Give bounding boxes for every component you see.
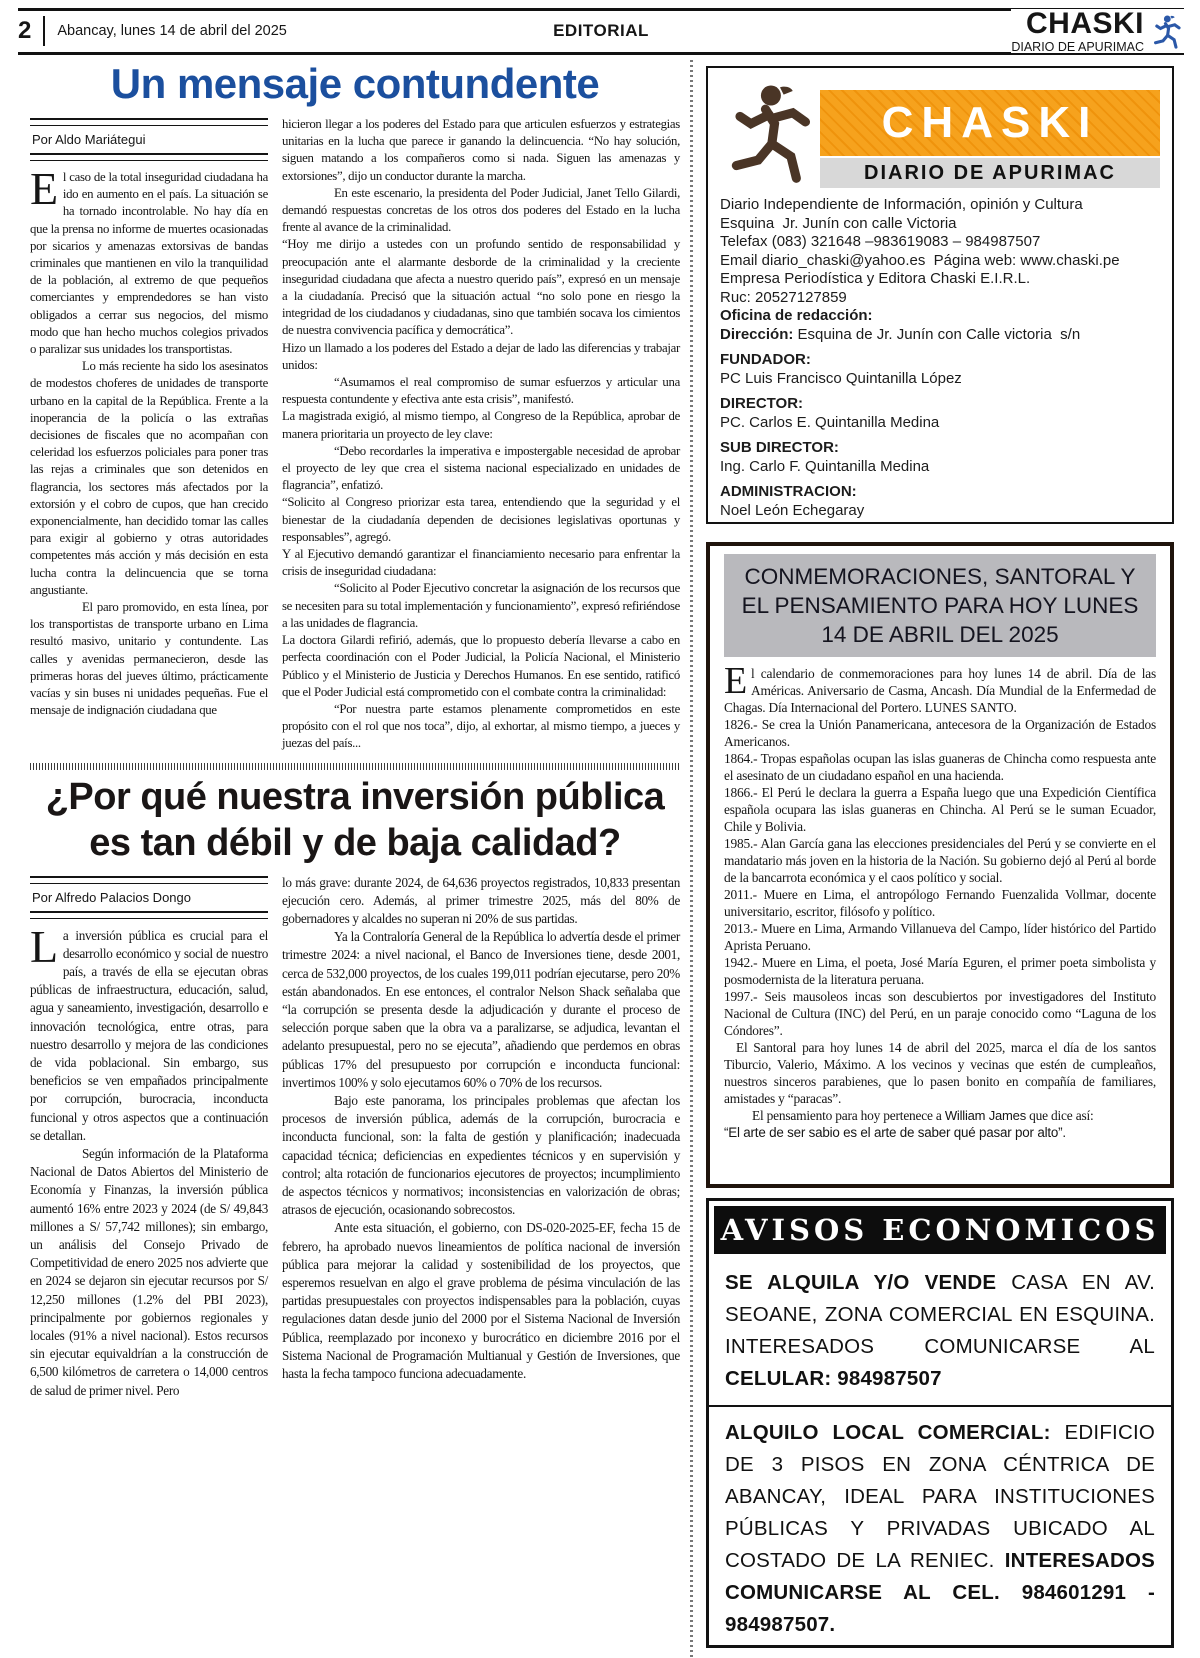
masthead-line: Email diario_chaski@yahoo.es Página web: www.chaski.pe: [720, 251, 1120, 269]
dropcap: E: [724, 660, 748, 702]
pensamiento-quote: “El arte de ser sabio es el arte de saber qué pasar por alto”.: [724, 1125, 1066, 1140]
paragraph: La magistrada exigió, al mismo tiempo, al Congreso de la República, aprobar de manera prioritaria un proyecto de ley clave:: [282, 409, 680, 441]
paragraph: “Por nuestra parte estamos plenamente comprometidos en este propósito con el rol que nos toca”, dijo, al exhortar, al mismo tiempo, a jueces y juezas del país...: [282, 701, 680, 751]
sidebar: [706, 66, 1174, 1658]
top-rule: [18, 8, 1184, 11]
masthead-info: [720, 196, 1160, 520]
classified-ad-1: SE ALQUILA Y/O VENDE CASA EN AV. SEOANE, ZONA COMERCIAL EN ESQUINA. INTERESADOS COMUNICARSE AL CELULAR: 984987507: [725, 1271, 1155, 1390]
article2-col1: [30, 874, 268, 1400]
article1-columns: [30, 116, 680, 753]
byline-rule: [30, 911, 268, 919]
byline-rule: [30, 118, 268, 126]
conmemoraciones-item: 1985.- Alan García gana las elecciones presidenciales del Perú y se convierte en el mandatario más joven en la historia de la Nación. Su gobierno dejó al Perú al borde de la bancarrota económica y el caos político y social.: [724, 836, 1156, 885]
dropcap: L: [30, 920, 58, 972]
conmemoraciones-item: 2013.- Muere en Lima, Armando Villanueva del Campo, líder histórico del Partido Aprista Peruano.: [724, 921, 1156, 953]
conmemoraciones-box: [706, 542, 1174, 1188]
paragraph: Lo más reciente ha sido los asesinatos de modestos choferes de unidades de transporte urbano en la capital de la República. Frente a la inoperancia de la policía o las extrañas decisiones de fiscales que no acompañan con celeridad los esfuerzos policiales para poner tras las rejas a criminales que son detenidos en flagrancia, los sectores más afectados por la extorsión y el cobro de cupos, que han crecido exponencialmente, han decidido tomar las calles para exigir al gobierno y otras autoridades competentes más acción y más decisión en esta lucha contra la delincuencia que se torna angustiante.: [30, 359, 268, 597]
article2-columns: [30, 874, 680, 1400]
chaski-logo: [720, 76, 1160, 188]
brand-text: [1011, 6, 1144, 54]
article-mensaje-contundente: [30, 60, 680, 753]
paragraph: Bajo este panorama, los principales problemas que afectan los procesos de inversión pública, además de la corrupción, burocracia e inconducta funcional, son: la falta de gestión y planificación; inadecuada capacidad técnica; deficiencias en expedientes técnicos y en supervisión y control; alta rotación de funcionarios ejecutores de proyectos; incumplimiento de aspectos técnicos y normativos; inconsistencias en valorización de obras; atrasos de ejecución, ocasionando sobrecostos.: [282, 1092, 680, 1218]
page-date: Abancay, lunes 14 de abril del 2025: [57, 23, 287, 39]
paragraph: “Hoy me dirijo a ustedes con un profundo sentido de responsabilidad y preocupación ante el alarmante desborde de la criminalidad y la creciente inseguridad ciudadana que afecta a nuestro querido país”, expresó en un mensaje a la ciudadanía. Precisó que la situación actual “no solo pone en riesgo la integridad de los ciudadanos y ciudadanas, sino que también socava los cimientos de nuestra convivencia pacífica y democrática”.: [282, 237, 680, 338]
dropcap: E: [30, 163, 58, 214]
chaski-logo-text: CHASKI: [820, 90, 1160, 156]
article1-title: Un mensaje contundente: [110, 60, 600, 107]
paragraph: La doctora Gilardi refirió, además, que lo propuesto debería llevarse a cabo en perfecta coordinación con el Poder Judicial, la Policía Nacional, el Ministerio Público y el Ministerio de Justicia y Derechos Humanos. En ese sentido, ratificó que el Poder Judicial está comprometido con el combate contra la criminalidad:: [282, 633, 680, 699]
section-title: EDITORIAL: [553, 21, 649, 40]
chaski-logo-text-block: [820, 76, 1160, 188]
masthead-line: Diario Independiente de Información, opinión y Cultura: [720, 196, 1083, 213]
ad-divider: [709, 1405, 1171, 1407]
article-inversion-publica: [30, 774, 680, 1400]
paragraph: lo más grave: durante 2024, de 64,636 proyectos registrados, 10,833 presentan ejecución cero. Además, al primer trimestre 2025, más del 80% de gobernadores y alcaldes no superan ni 20% de sus partidas.: [282, 874, 680, 926]
chaski-masthead-box: [706, 66, 1174, 524]
masthead-line: Ruc: 20527127859: [720, 288, 847, 306]
masthead-role: ADMINISTRACION: Noel León Echegaray: [720, 483, 865, 519]
article2-col2: [282, 874, 680, 1400]
column-dotted-divider: [690, 60, 693, 1658]
masthead-line: Esquina Jr. Junín con calle Victoria: [720, 214, 957, 232]
chaski-logo-subtitle: DIARIO DE APURIMAC: [820, 158, 1160, 188]
runner-icon: [1150, 11, 1184, 51]
conmemoraciones-item: 1997.- Seis mausoleos incas son descubiertos por investigadores del Instituto Nacional de Cultura (INC) del Perú, en un paraje conocido como “Laguna de los Cóndores”.: [724, 989, 1156, 1038]
conmemoraciones-item: 1864.- Tropas españolas ocupan las islas guaneras de Chincha como respuesta ante el asesinato de un ciudadano español en una hacienda.: [724, 751, 1156, 783]
brand-subtitle: DIARIO DE APURIMAC: [1011, 39, 1144, 54]
paragraph: hicieron llegar a los poderes del Estado para que articulen esfuerzos y estrategias unitarias en la lucha que parece ir ganando la delincuencia. “No hay solución, siguen matando a los compañeros como si nada. Siguen las amenazas y extorsiones”, dijo un conductor durante la marcha.: [282, 117, 680, 183]
byline-rule: [30, 876, 268, 884]
masthead-role: FUNDADOR: PC Luis Francisco Quintanilla López: [720, 351, 962, 387]
article1-col1: [30, 116, 268, 753]
paragraph: El caso de la total inseguridad ciudadana ha ido en aumento en el país. La situación se ha tornado incontrolable. No hay día en que la prensa no informe de muertes ocasionadas por sicarios y amenazas extorsivas de bandas criminales que mantienen en vilo la tranquilidad de la población, al extremo de que pequeños comerciantes y emprendedores se han visto obligados a cerrar sus negocios, del mismo modo que han hecho muchos colegios privados o paralizar sus unidades los transportistas.: [30, 163, 268, 357]
paragraph: El paro promovido, en esta línea, por los transportistas de transporte urbano en Lima resultó masivo, unitario y contundente. Las calles y avenidas permanecieron, desde las primeras horas del jueves último, prácticamente vacías y sin buses ni unidades pequeñas. Fue el mensaje de indignación ciudadana que: [30, 600, 268, 718]
article1-byline: Por Aldo Mariátegui: [32, 132, 146, 147]
article1-byline-box: [30, 118, 268, 161]
conmemoraciones-item: 1942.- Muere en Lima, el poeta, José María Eguren, el primer poeta simbolista y posmodernista de la literatura peruana.: [724, 955, 1156, 987]
paragraph: Y al Ejecutivo demandó garantizar el financiamiento necesario para enfrentar la crisis de inseguridad ciudadana:: [282, 547, 680, 579]
main-articles-area: [30, 58, 680, 1400]
paragraph: En este escenario, la presidenta del Poder Judicial, Janet Tello Gilardi, demandó respuestas concretas de los otros dos poderes del Estado en la lucha frente al avance de la criminalidad.: [282, 185, 680, 235]
paragraph: “Debo recordarles la imperativa e impostergable necesidad de aprobar el proyecto de ley que crea el sistema nacional especializado en unidades de flagrancia”, enfatizó.: [282, 443, 680, 493]
conmemoraciones-item: 1866.- El Perú le declara la guerra a España luego que una Expedición Científica española ocupara las islas guaneras en Chincha. Al Perú se le suman Ecuador, Chile y Bolivia.: [724, 785, 1156, 834]
avisos-economicos-box: [706, 1198, 1174, 1648]
conmemoraciones-title: CONMEMORACIONES, SANTORAL Y EL PENSAMIENTO PARA HOY LUNES 14 DE ABRIL DEL 2025: [724, 554, 1156, 657]
header-brand: [1011, 6, 1184, 54]
article2-title: ¿Por qué nuestra inversión pública es tan débil y de baja calidad?: [45, 775, 665, 864]
byline-rule: [30, 153, 268, 161]
paragraph: Ante esta situación, el gobierno, con DS-020-2025-EF, fecha 15 de febrero, ha aprobado nuevos lineamientos de política nacional de inversión pública para mejorar la calidad y sostenibilidad de los proyectos, que esperemos resuelvan en algo el grave problema de pésima vinculación de las partidas presupuestales con proyectos indispensables para la población, cuyas regulaciones datan desde junio del 2000 por el Sistema Nacional de Inversión Pública, reemplazado por inconexo y burocrático en diciembre 2016 por el Sistema Nacional de Programación Multianual y Gestión de Inversiones, que hasta la fecha tampoco funciona adecuadamente.: [282, 1220, 680, 1381]
conmemoraciones-intro: El calendario de conmemoraciones para hoy lunes 14 de abril. Día de las Américas. Aniversario de Casma, Ancash. Día Mundial de la Enfermedad de Chagas. Día Internacional del Portero. LUNES SANTO.: [724, 660, 1156, 715]
page-header: [18, 6, 1184, 54]
masthead-role: DIRECTOR: PC. Carlos E. Quintanilla Medina: [720, 395, 940, 431]
chaski-runner-icon: [720, 76, 820, 186]
article1-col2: [282, 116, 680, 753]
paragraph: “Solicito al Congreso priorizar esta tarea, entendiendo que la seguridad y el bienestar de la ciudadanía dependen de decisiones legislativas oportunas y responsables”, agregó.: [282, 495, 680, 544]
paragraph: La inversión pública es crucial para el desarrollo económico y social de nuestro país, a través de ella se ejecutan obras públicas de infraestructura, educación, salud, agua y saneamiento, investigación, desarrollo e innovación tecnológica, entre otras, para nuestro desarrollo y mejora de las condiciones de vida poblacional. Sin embargo, sus beneficios se ven empañados principalmente por corrupción, burocracia, inconducta funcional y otros aspectos que a continuación se detallan.: [30, 920, 268, 1143]
classified-ad-2: ALQUILO LOCAL COMERCIAL: EDIFICIO DE 3 PISOS EN ZONA CÉNTRICA DE ABANCAY, IDEAL PARA INSTITUCIONES PÚBLICAS Y PRIVADAS UBICADO AL COSTADO DE LA RENIEC. INTERESADOS COMUNICARSE AL CEL. 984601291 - 984987507.: [725, 1421, 1155, 1636]
article2-byline: Por Alfredo Palacios Dongo: [32, 889, 191, 905]
header-rule: [18, 52, 1184, 55]
conmemoraciones-item: 1826.- Se crea la Unión Panamericana, antecesora de la Organización de Estados Americanos.: [724, 717, 1156, 749]
pensamiento-paragraph: El pensamiento para hoy pertenece a William James que dice así:: [752, 1108, 1094, 1123]
masthead-line: Telefax (083) 321648 –983619083 – 984987507: [720, 233, 1041, 250]
paragraph: Hizo un llamado a los poderes del Estado a dejar de lado las diferencias y trabajar unidos:: [282, 340, 680, 372]
santoral-paragraph: El Santoral para hoy lunes 14 de abril del 2025, marca el día de los santos Tiburcio, Valerio, Máximo. A los vecinos y vecinas que estén de cumpleaños, nuestros sinceros parabienes, que lo pasen bonito en compañía de familiares, amistades y “paracas”.: [724, 1040, 1156, 1106]
avisos-title: AVISOS ECONOMICOS: [714, 1206, 1166, 1254]
masthead-address: Dirección: Esquina de Jr. Junín con Calle victoria s/n: [720, 325, 1081, 343]
page-number: 2: [18, 17, 32, 44]
masthead-role: SUB DIRECTOR: Ing. Carlo F. Quintanilla Medina: [720, 439, 930, 475]
brand-name: CHASKI: [1025, 6, 1144, 40]
paragraph: “Asumamos el real compromiso de sumar esfuerzos y articular una respuesta contundente y efectiva ante esta crisis”, manifestó.: [282, 375, 680, 407]
paragraph: “Solicito al Poder Ejecutivo concretar la asignación de los recursos que se necesiten para su total implementación y funcionamiento”, expresó refiriéndose a las unidades de flagrancia.: [282, 581, 680, 630]
masthead-office-label: Oficina de redacción:: [720, 307, 873, 324]
paragraph: Según información de la Plataforma Nacional de Datos Abiertos del Ministerio de Economía y Finanzas, la inversión pública aumentó 16% entre 2023 y 2024 (de S/ 49,843 millones a S/ 57,742 millones); sin embargo, un análisis del Consejo Privado de Competitividad de enero 2025 nos advierte que en 2024 se dejaron sin ejecutar recursos por S/ 12,250 millones (1.2% del PBI 2023), principalmente por gobiernos regionales y locales (91% a nivel nacional). Estos recursos sin ejecutar equivaldrían a la construcción de 6,500 kilómetros de carretera o 14,000 centros de salud de primer nivel. Pero: [30, 1145, 268, 1398]
masthead-line: Empresa Periodística y Editora Chaski E.I.R.L.: [720, 270, 1031, 287]
paragraph: Ya la Contraloría General de la República lo advertía desde el primer trimestre 2024: a nivel nacional, el Banco de Inversiones tiene, desde 2001, cerca de 532,000 proyectos, de los cuales 199,011 podrían ejecutarse, pero 20% están abandonados. En ese entonces, el contralor Nelson Shack señalaba que “la corrupción se presenta desde la adjudicación y durante el proceso de selección porque saben que la obra va a paralizarse, se adjudica, levantan el adelanto presupuestal, pero no se ejecuta”, añadiendo que perdemos en obras públicas 17% del presupuesto por corrupción e inconducta funcional: invertimos 100% y solo ejecutamos 60% o 70% de los recursos.: [282, 929, 680, 1090]
conmemoraciones-item: 2011.- Muere en Lima, el antropólogo Fernando Fuenzalida Vollmar, docente universitario, escritor, filósofo y político.: [724, 887, 1156, 919]
article-separator: [30, 763, 680, 770]
article2-byline-box: [30, 876, 268, 919]
